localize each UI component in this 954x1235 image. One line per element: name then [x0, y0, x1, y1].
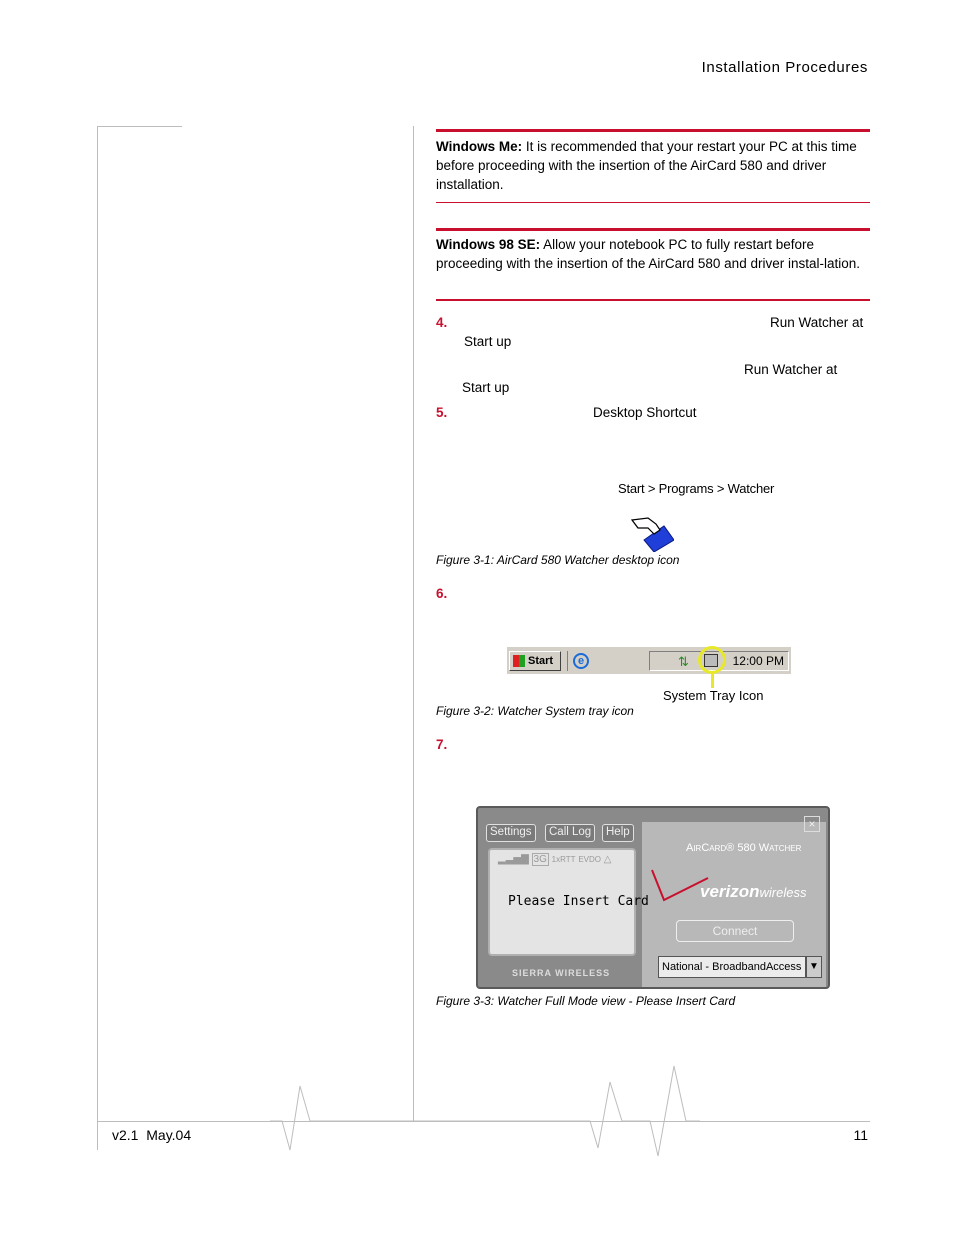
column-divider-rule — [413, 126, 414, 1122]
version-footer: v2.1 May.04 — [112, 1127, 192, 1143]
signal-indicators — [498, 854, 611, 865]
left-margin-rule — [97, 126, 98, 1150]
watcher-title: AirCard® 580 Watcher — [686, 842, 802, 854]
network-tray-icon[interactable]: ⇅ — [678, 654, 689, 669]
tab-settings[interactable]: Settings — [486, 824, 536, 842]
note-bottom-rule — [436, 299, 870, 301]
watcher-window — [476, 806, 830, 989]
indicator-1xrtt: 1xRTT — [551, 855, 576, 864]
top-margin-rule — [97, 126, 182, 127]
tray-clock: 12:00 PM — [732, 654, 784, 668]
step-number: 5. — [436, 405, 448, 420]
step-text-fragment: Run Watcher at — [744, 362, 838, 377]
verizon-brand — [700, 882, 807, 902]
note-top-bar — [436, 129, 870, 132]
connect-button[interactable]: Connect — [676, 920, 794, 942]
note-text: It is recommended that your restart your PC at this time before proceeding with the insertion of the AirCard 580 and driver installation. — [436, 139, 857, 192]
callout-circle — [698, 646, 726, 674]
note-top-bar — [436, 228, 870, 231]
brand-name: verizon — [700, 882, 760, 901]
step-text-fragment: Start up — [462, 380, 510, 395]
step-text-fragment: Run Watcher at — [770, 315, 864, 330]
status-message: Please Insert Card — [508, 894, 649, 909]
note-label: Windows Me: — [436, 139, 523, 154]
windows-flag-icon — [513, 655, 525, 667]
step-text-fragment: Desktop Shortcut — [593, 405, 697, 420]
step-number: 4. — [436, 315, 448, 330]
chevron-down-icon[interactable]: ▼ — [806, 956, 822, 978]
sierra-wireless-logo: SIERRA WIRELESS — [512, 968, 611, 978]
note-label: Windows 98 SE: — [436, 237, 541, 252]
brand-suffix: wireless — [759, 885, 807, 900]
figure-caption: Figure 3-3: Watcher Full Mode view - Please Insert Card — [436, 994, 736, 1008]
note-windows-me — [436, 137, 870, 194]
callout-stem — [711, 674, 714, 688]
watcher-status-screen — [488, 848, 649, 956]
tab-call-log[interactable]: Call Log — [545, 824, 595, 842]
warning-icon: △ — [603, 854, 612, 865]
pulse-line-decoration — [270, 1060, 700, 1160]
running-header: Installation Procedures — [701, 59, 868, 76]
note-text: Allow your notebook PC to fully restart before proceeding with the insertion of the AirCard 580 and driver instal-lation. — [436, 237, 860, 271]
windows-taskbar — [507, 646, 791, 674]
callout-label: System Tray Icon — [663, 688, 764, 703]
watcher-hand-card-icon — [630, 514, 674, 552]
start-button[interactable] — [509, 651, 561, 671]
network-select[interactable]: National - BroadbandAccess — [658, 956, 806, 978]
page-number: 11 — [853, 1127, 868, 1143]
start-label: Start — [528, 655, 554, 667]
step-text-fragment: Start up — [464, 334, 512, 349]
tab-help[interactable]: Help — [602, 824, 634, 842]
close-icon[interactable]: × — [804, 816, 820, 832]
note-bottom-rule — [436, 202, 870, 203]
figure-caption: Figure 3-1: AirCard 580 Watcher desktop icon — [436, 553, 680, 567]
signal-strength-icon: ▂▃▅▇ — [498, 854, 529, 865]
step-text-fragment: Start > Programs > Watcher — [618, 481, 775, 496]
indicator-3g: 3G — [533, 854, 547, 865]
taskbar-separator — [567, 651, 568, 671]
internet-explorer-icon[interactable]: e — [573, 653, 589, 669]
step-number: 6. — [436, 586, 448, 601]
step-number: 7. — [436, 737, 448, 752]
note-windows-98se — [436, 235, 870, 273]
figure-caption: Figure 3-2: Watcher System tray icon — [436, 704, 634, 718]
indicator-evdo: EVDO — [578, 855, 601, 864]
